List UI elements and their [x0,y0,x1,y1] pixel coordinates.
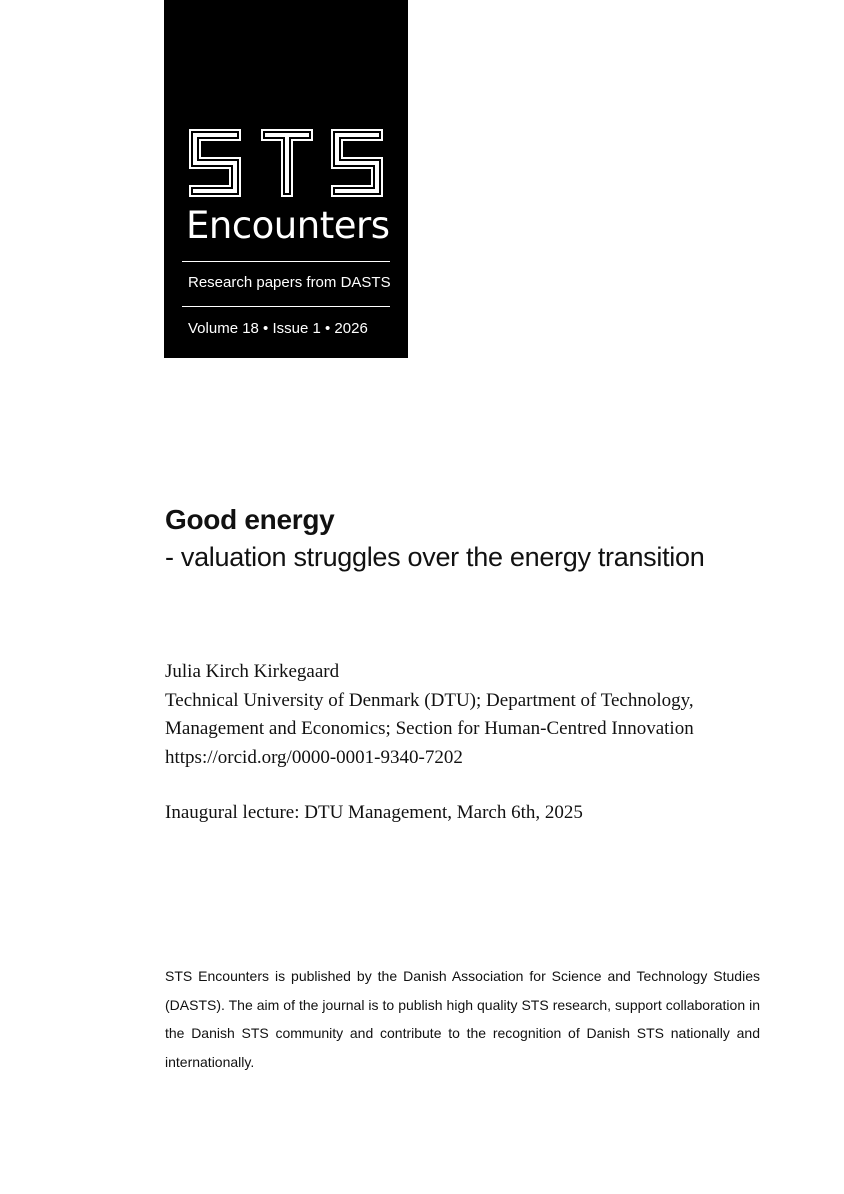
journal-name: Encounters [186,204,390,247]
journal-subtitle: Research papers from DASTS [188,274,391,291]
author-affiliation-line-2: Management and Economics; Section for Human-Centred Innovation [165,718,694,740]
journal-logo-block [164,0,408,358]
logo-divider-bottom [182,306,390,307]
author-affiliation-line-1: Technical University of Denmark (DTU); Department of Technology, [165,689,694,711]
author-block [165,658,694,773]
paper-subtitle: - valuation struggles over the energy transition [165,542,705,572]
sts-logo-mark [188,128,384,198]
paper-title: Good energy [165,504,335,535]
author-name: Julia Kirch Kirkegaard [165,661,340,682]
lecture-info: Inaugural lecture: DTU Management, March 6th, 2025 [165,802,583,823]
author-orcid-link[interactable]: https://orcid.org/0000-0001-9340-7202 [165,747,463,769]
journal-description: STS Encounters is published by the Danish Association for Science and Technology Studies (DASTS). The aim of the journal is to publish high quality STS research, support collaboration in the Danish STS community and contribute to the recognition of Danish STS nationally and internationally. [165,968,760,1071]
logo-divider-top [182,261,390,262]
volume-issue-line: Volume 18 • Issue 1 • 2026 [188,320,368,337]
